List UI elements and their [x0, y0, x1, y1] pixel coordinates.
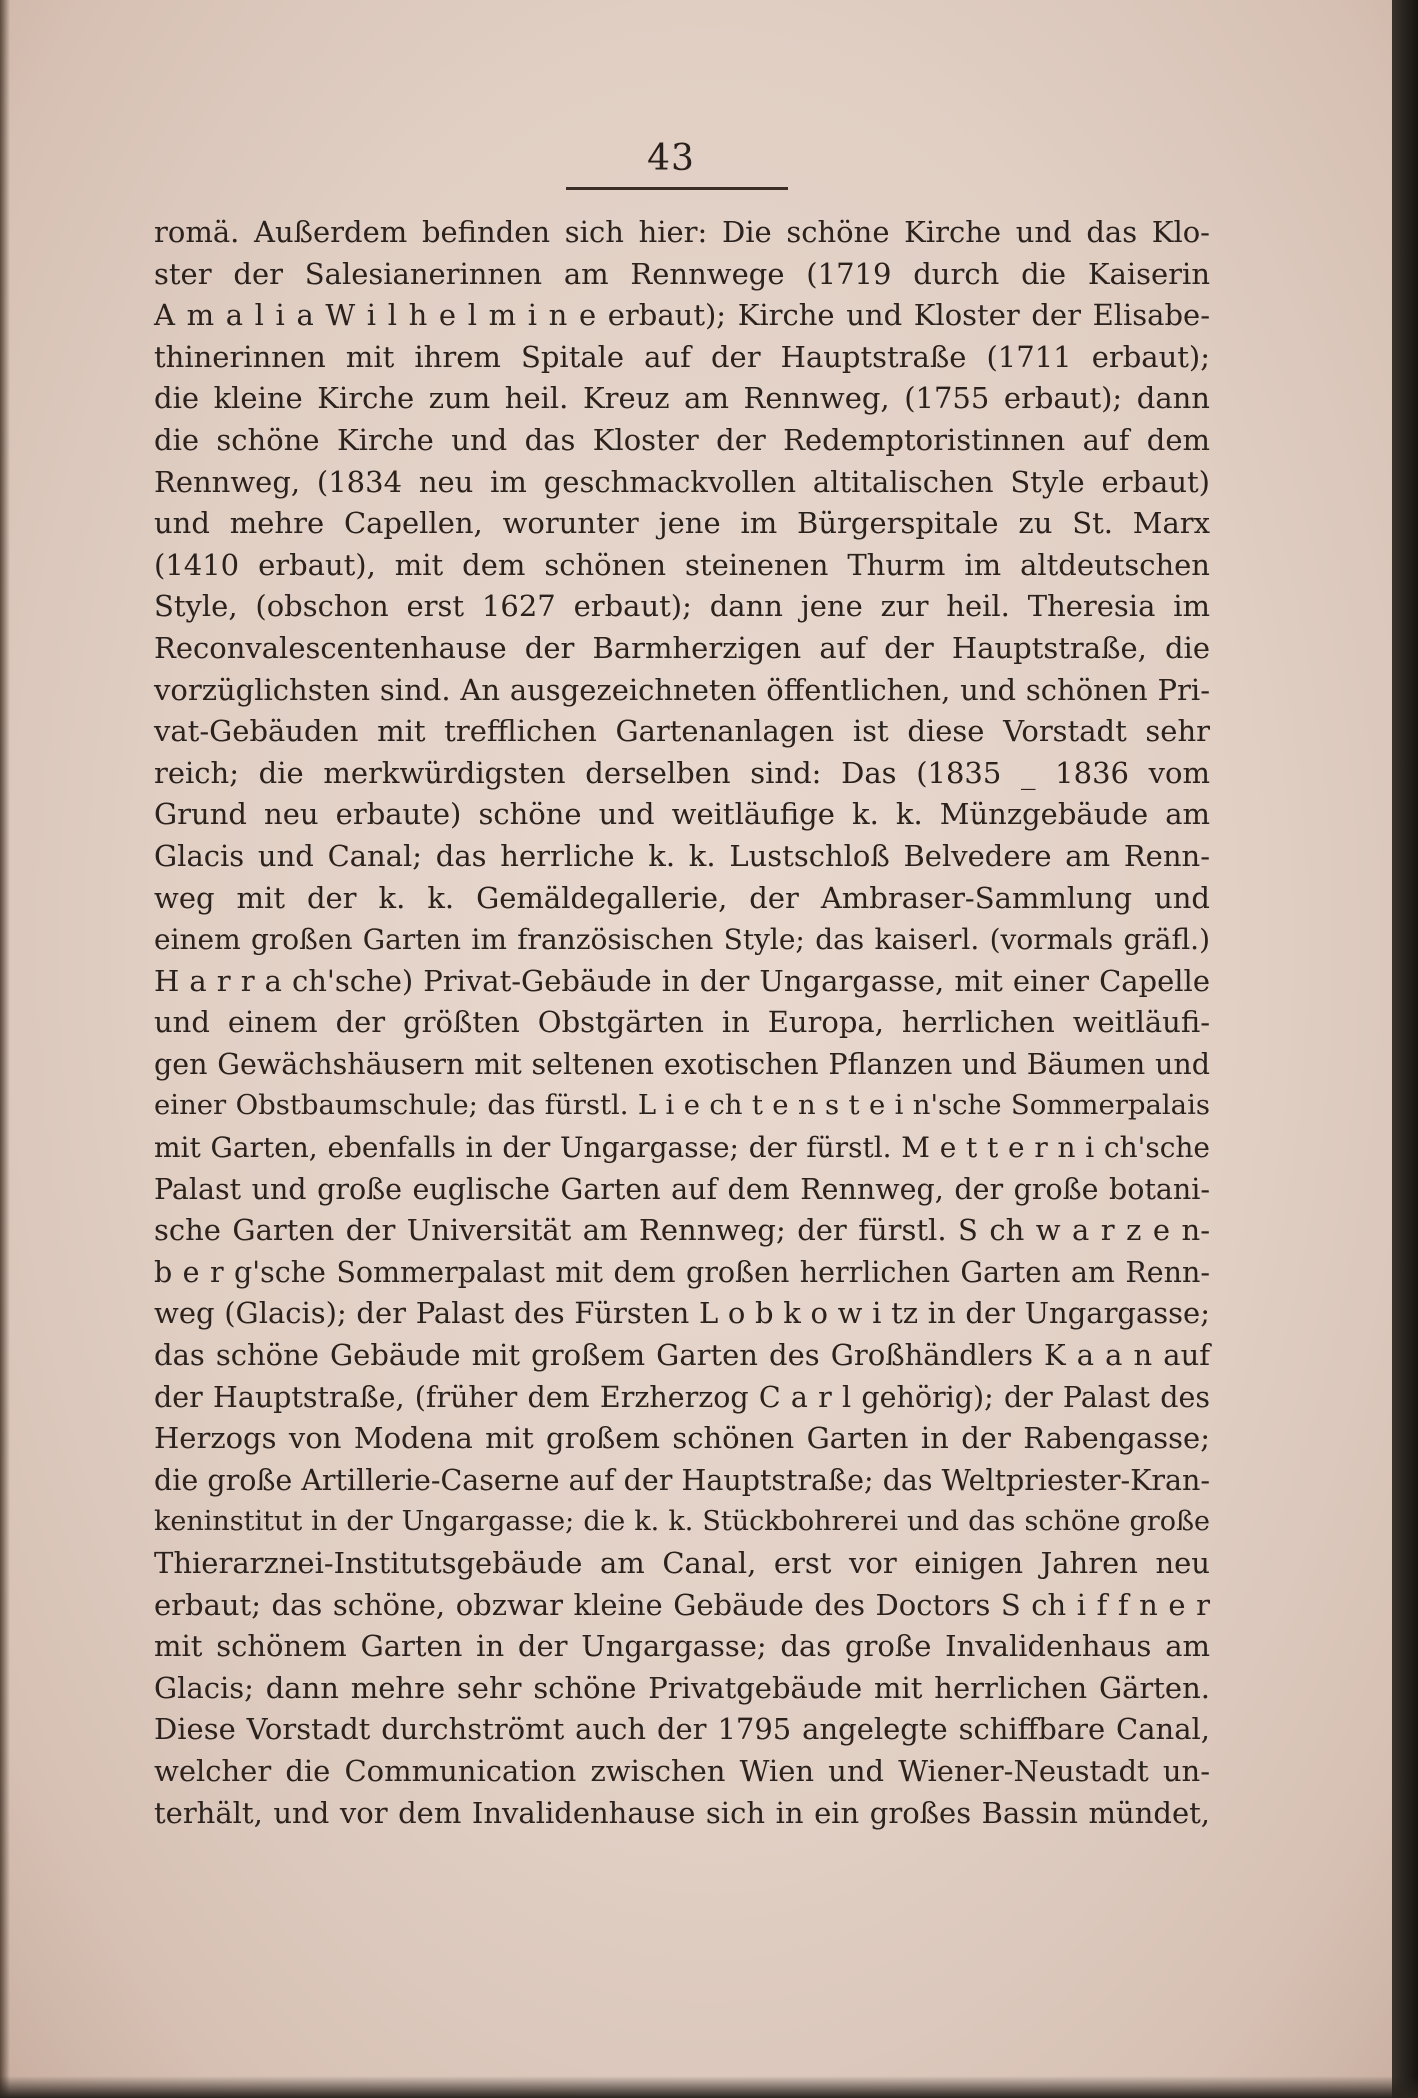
text-line: vat-Gebäuden mit trefflichen Gartenanlagen ist diese Vorstadt sehr: [154, 714, 1210, 749]
text-line: Herzogs von Modena mit großem schönen Garten in der Rabengasse;: [154, 1421, 1210, 1456]
text-line: romä. Außerdem befinden sich hier: Die schöne Kirche und das Klo-: [154, 215, 1210, 249]
text-line: (1410 erbaut), mit dem schönen steinenen Thurm im altdeutschen: [154, 547, 1210, 582]
text-line: H a r r a ch'sche) Privat-Gebäude in der Ungargasse, mit einer Capelle: [154, 963, 1210, 998]
page-bottom-edge: [0, 2076, 1418, 2098]
body-text: [154, 212, 1210, 1834]
text-line: einem großen Garten im französischen Style; das kaiserl. (vormals gräfl.): [154, 923, 1210, 957]
text-line: Glacis; dann mehre sehr schöne Privatgebäude mit herrlichen Gärten.: [154, 1670, 1210, 1705]
text-line: einer Obstbaumschule; das fürstl. L i e ch t e n s t e i n'sche Sommerpalais: [154, 1089, 1210, 1122]
text-line: welcher die Communication zwischen Wien und Wiener-Neustadt un-: [154, 1753, 1210, 1788]
text-line: die kleine Kirche zum heil. Kreuz am Rennweg, (1755 erbaut); dann: [154, 381, 1210, 416]
text-line: Reconvalescentenhause der Barmherzigen auf der Hauptstraße, die: [154, 630, 1210, 665]
page-right-edge: [1392, 0, 1418, 2098]
text-line: gen Gewächshäusern mit seltenen exotischen Pflanzen und Bäumen und: [154, 1047, 1210, 1081]
text-line: Palast und große euglische Garten auf dem Rennweg, der große botani-: [154, 1172, 1210, 1206]
text-line: mit Garten, ebenfalls in der Ungargasse; der fürstl. M e t t e r n i ch'sche: [154, 1131, 1210, 1165]
text-line: b e r g'sche Sommerpalast mit dem großen herrlichen Garten am Renn-: [154, 1255, 1210, 1289]
text-line: Glacis und Canal; das herrliche k. k. Lustschloß Belvedere am Renn-: [154, 838, 1210, 873]
text-line: ster der Salesianerinnen am Rennwege (1719 durch die Kaiserin: [154, 256, 1210, 291]
text-line: und mehre Capellen, worunter jene im Bürgerspitale zu St. Marx: [154, 506, 1210, 541]
text-line: erbaut; das schöne, obzwar kleine Gebäude des Doctors S ch i f f n e r: [154, 1587, 1210, 1622]
text-line: Thierarznei-Institutsgebäude am Canal, erst vor einigen Jahren neu: [154, 1546, 1210, 1580]
text-line: weg mit der k. k. Gemäldegallerie, der Ambraser-Sammlung und: [154, 880, 1210, 915]
text-line: keninstitut in der Ungargasse; die k. k. Stückbohrerei und das schöne große: [154, 1506, 1210, 1538]
text-line: sche Garten der Universität am Rennweg; der fürstl. S ch w a r z e n-: [154, 1213, 1210, 1248]
text-line: weg (Glacis); der Palast des Fürsten L o b k o w i tz in der Ungargasse;: [154, 1296, 1210, 1331]
text-line: mit schönem Garten in der Ungargasse; das große Invalidenhaus am: [154, 1629, 1210, 1664]
text-line: das schöne Gebäude mit großem Garten des Großhändlers K a a n auf: [154, 1338, 1210, 1373]
text-line: der Hauptstraße, (früher dem Erzherzog C a r l gehörig); der Palast des: [154, 1380, 1210, 1414]
text-line: und einem der größten Obstgärten in Europa, herrlichen weitläufi-: [154, 1005, 1210, 1040]
page-number: 43: [647, 138, 695, 179]
text-line: Grund neu erbaute) schöne und weitläufige k. k. Münzgebäude am: [154, 797, 1210, 832]
page-left-shadow: [0, 0, 10, 2098]
text-line: reich; die merkwürdigsten derselben sind: Das (1835 _ 1836 vom: [154, 755, 1210, 790]
text-line: Style, (obschon erst 1627 erbaut); dann jene zur heil. Theresia im: [154, 589, 1210, 624]
header-rule: [566, 187, 788, 190]
text-line: Diese Vorstadt durchströmt auch der 1795 angelegte schiffbare Canal,: [154, 1712, 1210, 1747]
text-line: die große Artillerie-Caserne auf der Hauptstraße; das Weltpriester-Kran-: [154, 1463, 1210, 1497]
text-line: die schöne Kirche und das Kloster der Redemptoristinnen auf dem: [154, 422, 1210, 457]
text-line: terhält, und vor dem Invalidenhause sich in ein großes Bassin mündet,: [154, 1795, 1210, 1830]
text-line: A m a l i a W i l h e l m i n e erbaut); Kirche und Kloster der Elisabe-: [154, 298, 1210, 333]
text-line: thinerinnen mit ihrem Spitale auf der Hauptstraße (1711 erbaut);: [154, 339, 1210, 374]
text-line: vorzüglichsten sind. An ausgezeichneten öffentlichen, und schönen Pri-: [154, 672, 1210, 707]
text-line: Rennweg, (1834 neu im geschmackvollen altitalischen Style erbaut): [154, 464, 1210, 499]
